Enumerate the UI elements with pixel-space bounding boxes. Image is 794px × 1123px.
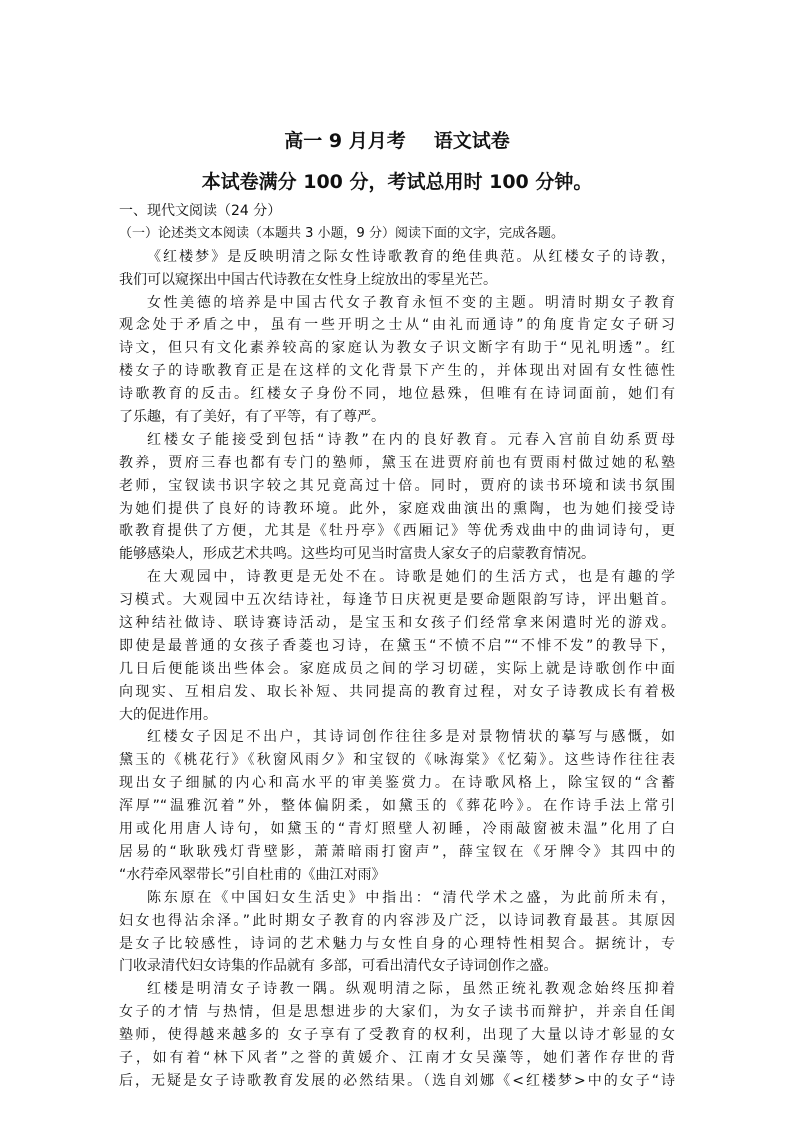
section-heading: 一、现代文阅读（24 分） [119, 203, 282, 219]
exam-title-line [0, 128, 794, 154]
paragraph-line: 老师，宝钗读书识字较之其兄竟高过十倍。同时，贾府的读书环境和读书氛围 [119, 477, 675, 494]
paragraph-4 [119, 566, 675, 726]
paragraph-line: 黛玉的《桃花行》《秋窗风雨夕》和宝钗的《咏海棠》《忆菊》。这些诗作往往表 [119, 752, 675, 769]
paragraph-2 [119, 292, 675, 429]
paragraph-line: 习模式。大观园中五次结诗社，每逢节日庆祝更是要命题限韵写诗，评出魁首。 [119, 592, 675, 609]
paragraph-line: 用或化用唐人诗句，如黛玉的“青灯照壁人初睡，冷雨敲窗被未温”化用了白 [119, 821, 675, 838]
paragraph-line: 红楼女子因足不出户，其诗词创作往往多是对景物情状的摹写与感慨，如 [147, 729, 675, 746]
paragraph-3 [119, 429, 675, 566]
paragraph-line: 教养，贾府三春也都有专门的塾师，黛玉在进贾府前也有贾雨村做过她的私塾 [119, 454, 675, 471]
paragraph-line: 我们可以窥探出中国古代诗教在女性身上绽放出的零星光芒。 [119, 271, 497, 288]
paragraph-7 [119, 978, 675, 1092]
paragraph-line: “水荇牵风翠带长”引自杜甫的《曲江对雨》 [119, 866, 386, 883]
paragraph-line: 大的促进作用。 [119, 706, 217, 723]
paragraph-line: 是女子比较感性，诗词的艺术魅力与女性自身的心理特性相契合。据统计，专 [119, 935, 675, 952]
paragraph-line: 居易的“耿耿残灯背壁影，萧萧暗雨打窗声”，薛宝钗在《牙牌令》其四中的 [119, 843, 675, 860]
paragraph-5 [119, 726, 675, 886]
paragraph-line: 女性美德的培养是中国古代女子教育永恒不变的主题。明清时期女子教育 [147, 294, 675, 311]
paragraph-line: 诗文，但只有文化素养较高的家庭认为教女子识文断字有助于“见礼明透”。红 [119, 340, 675, 357]
paragraph-6 [119, 887, 675, 979]
paragraph-line: 向现实、互相启发、取长补短、共同提高的教育过程，对女子诗教成长有着极 [119, 683, 675, 700]
paragraph-line: 塾师，使得越来越多的 女子享有了受教育的权利，出现了大量以诗才彰显的女 [119, 1027, 675, 1044]
paragraph-line: 楼女子的诗歌教育正是在这样的文化背景下产生的，并体现出对固有女性德性 [119, 363, 675, 380]
paragraph-line: 了乐趣，有了美好，有了平等，有了尊严。 [119, 409, 385, 426]
paragraph-line: 《红楼梦》是反映明清之际女性诗歌教育的绝佳典范。从红楼女子的诗教， [147, 248, 675, 265]
paragraph-line: 这种结社做诗、联诗赛诗活动，是宝玉和女孩子们经常拿来闲遣时光的游戏。 [119, 615, 675, 632]
section-subheading: （一）论述类文本阅读（本题共 3 小题，9 分）阅读下面的文字，完成各题。 [119, 225, 564, 241]
paragraph-line: 诗歌教育的反击。红楼女子身份不同，地位悬殊，但唯有在诗词面前，她们有 [119, 386, 675, 403]
paragraph-line: 女子的才情 与热情，但是思想进步的大家们，为女子读书而辩护，并亲自任闺 [119, 1004, 675, 1021]
paragraph-line: 几日后便能谈出些体会。家庭成员之间的学习切磋，实际上就是诗歌创作中面 [119, 660, 675, 677]
document-body [119, 200, 675, 1093]
paragraph-line: 红楼女子能接受到包括“诗教”在内的良好教育。元春入宫前自幼系贾母 [147, 431, 675, 448]
paragraph-line: 红楼是明清女子诗教一隅。纵观明清之际，虽然正统礼教观念始终压抑着 [147, 981, 675, 998]
paragraph-line: 浑厚”“温雅沉着”外，整体偏阴柔，如黛玉的《葬花吟》。在作诗手法上常引 [119, 798, 675, 815]
exam-title: 高一 9 月月考 [284, 130, 406, 152]
exam-info: 本试卷满分 100 分，考试总用时 100 分钟。 [201, 171, 593, 193]
paragraph-line: 观念处于矛盾之中，虽有一些开明之士从“由礼而通诗”的角度肯定女子研习 [119, 317, 675, 334]
paragraph-line: 即使是最普通的女孩子香菱也习诗，在黛玉“不愤不启”“不悱不发”的教导下， [119, 637, 675, 654]
paragraph-line: 为她们提供了良好的诗教环境。此外，家庭戏曲演出的熏陶，也为她们接受诗 [119, 500, 675, 517]
paragraph-line: 能够感染人，形成艺术共鸣。这些均可见当时富贵人家女子的启蒙教育情况。 [119, 546, 595, 563]
paragraph-line: 现出女子细腻的内心和高水平的审美鉴赏力。在诗歌风格上，除宝钗的“含蓄 [119, 775, 675, 792]
paragraph-line: 门收录清代妇女诗集的作品就有 多部，可看出清代女子诗词创作之盛。 [119, 958, 558, 975]
exam-subject: 语文试卷 [433, 130, 510, 152]
paragraph-line: 子，如有着“林下风者”之誉的黄媛介、江南才女吴藻等，她们著作存世的背 [119, 1049, 675, 1066]
paragraph-line: 后，无疑是女子诗歌教育发展的必然结果。（选自刘娜《<红楼梦>中的女子“诗 [119, 1072, 675, 1089]
paragraph-line: 陈东原在《中国妇女生活史》中指出：“清代学术之盛，为此前所未有， [147, 889, 675, 906]
paragraph-1 [119, 246, 675, 292]
paragraph-line: 在大观园中，诗教更是无处不在。诗歌是她们的生活方式，也是有趣的学 [147, 569, 675, 586]
paragraph-line: 妇女也得沾余泽。”此时期女子教育的内容涉及广泛，以诗词教育最甚。其原因 [119, 912, 675, 929]
paragraph-line: 歌教育提供了方便，尤其是《牡丹亭》《西厢记》等优秀戏曲中的曲词诗句，更 [119, 523, 675, 540]
